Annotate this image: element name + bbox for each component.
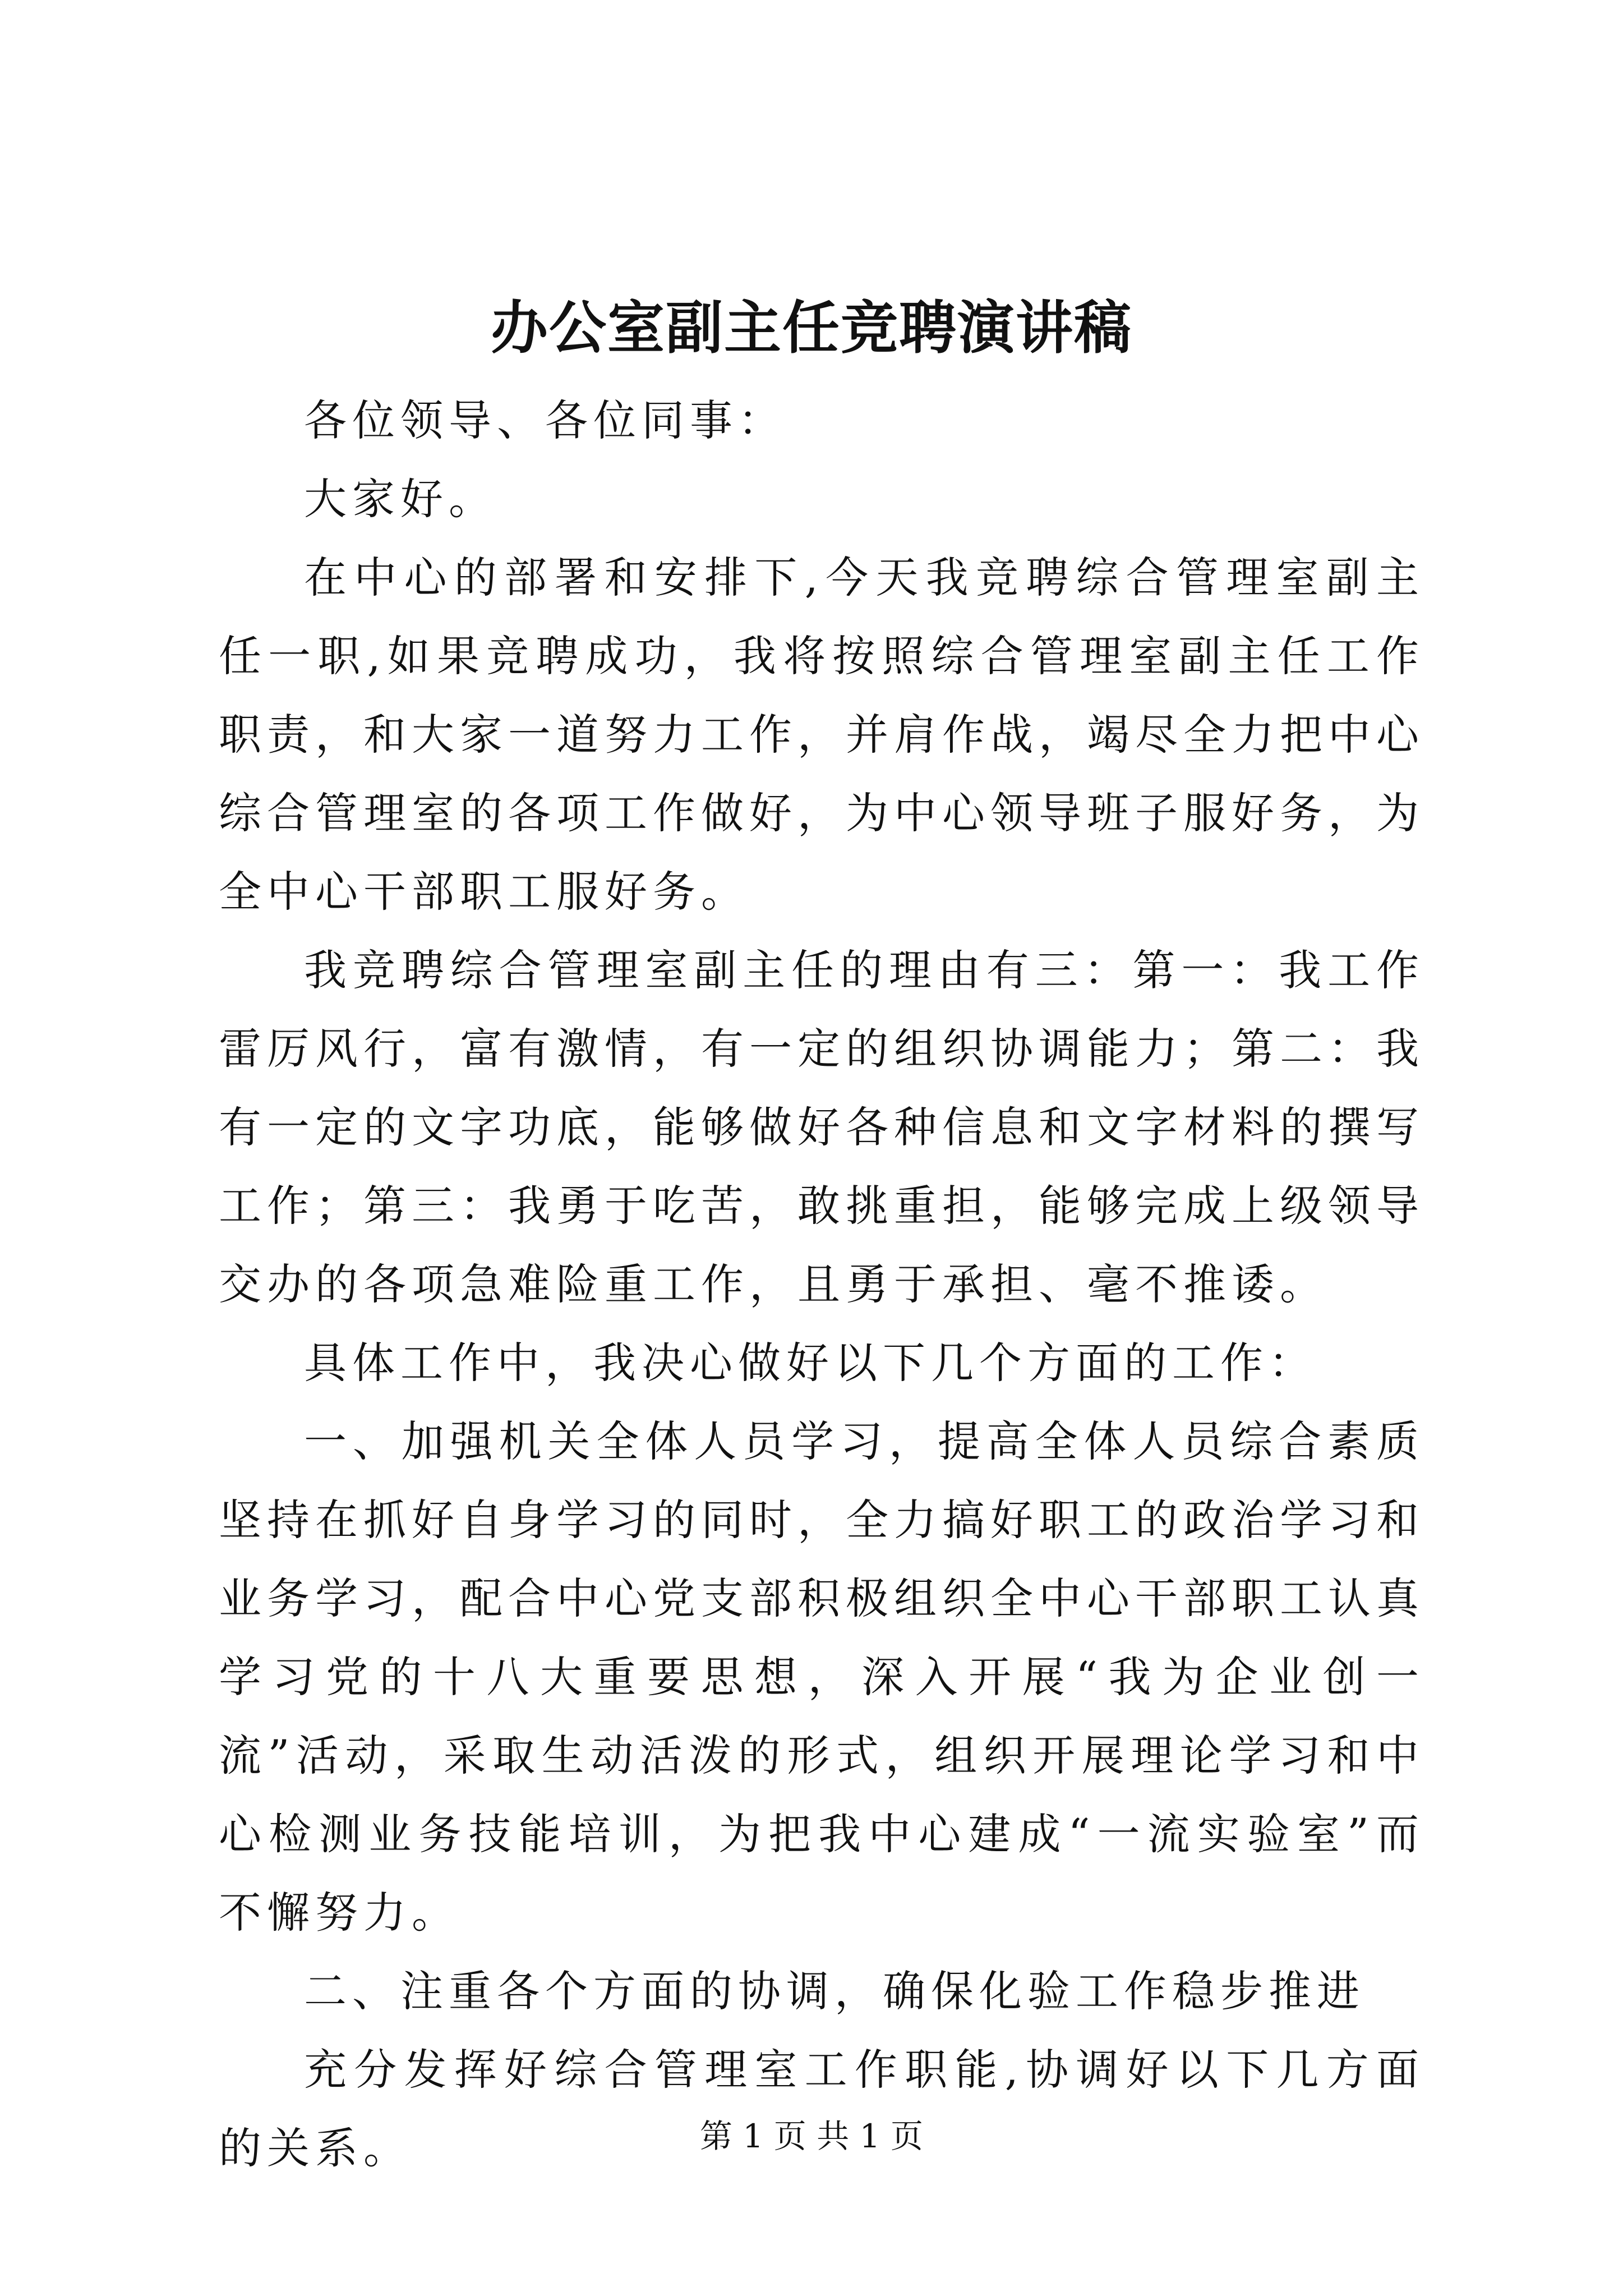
paragraph-reasons: 我竞聘综合管理室副主任的理由有三：第一：我工作雷厉风行，富有激情，有一定的组织协调能力；第二：我有一定的文字功底，能够做好各种信息和文字材料的撰写工作；第三：我勇于吃苦，敢挑重担，能够完成上级领导交办的各项急难险重工作，且勇于承担、毫不推诿。 [219, 945, 1424, 1309]
paragraph-point-two-body: 充分发挥好综合管理室工作职能,协调好以下几方面的关系。 [219, 2045, 1424, 2173]
paragraph-greeting: 各位领导、各位同事： [304, 395, 786, 445]
paragraph-point-one: 一、加强机关全体人员学习，提高全体人员综合素质坚持在抓好自身学习的同时，全力搞好职工的政治学习和业务学习，配合中心党支部积极组织全中心干部职工认真学习党的十八大重要思想，深入开展“我为企业创一流”活动，采取生动活泼的形式，组织开展理论学习和中心检测业务技能培训，为把我中心建成“一流实验室”而不懈努力。 [219, 1416, 1424, 1938]
document-body [219, 381, 1424, 2188]
paragraph-introduction: 在中心的部署和安排下,今天我竞聘综合管理室副主任一职,如果竞聘成功，我将按照综合管理室副主任工作职责，和大家一道努力工作，并肩作战，竭尽全力把中心综合管理室的各项工作做好，为中心领导班子服好务，为全中心干部职工服好务。 [219, 553, 1424, 917]
paragraph-point-two-heading: 二、注重各个方面的协调，确保化验工作稳步推进 [304, 1966, 1365, 2016]
page-footer: 第 1 页 共 1 页 [700, 2117, 923, 2155]
paragraph-hello: 大家好。 [304, 474, 497, 524]
paragraph-work-intro: 具体工作中，我决心做好以下几个方面的工作： [304, 1338, 1317, 1388]
document-title: 办公室副主任竞聘演讲稿 [491, 295, 1132, 362]
